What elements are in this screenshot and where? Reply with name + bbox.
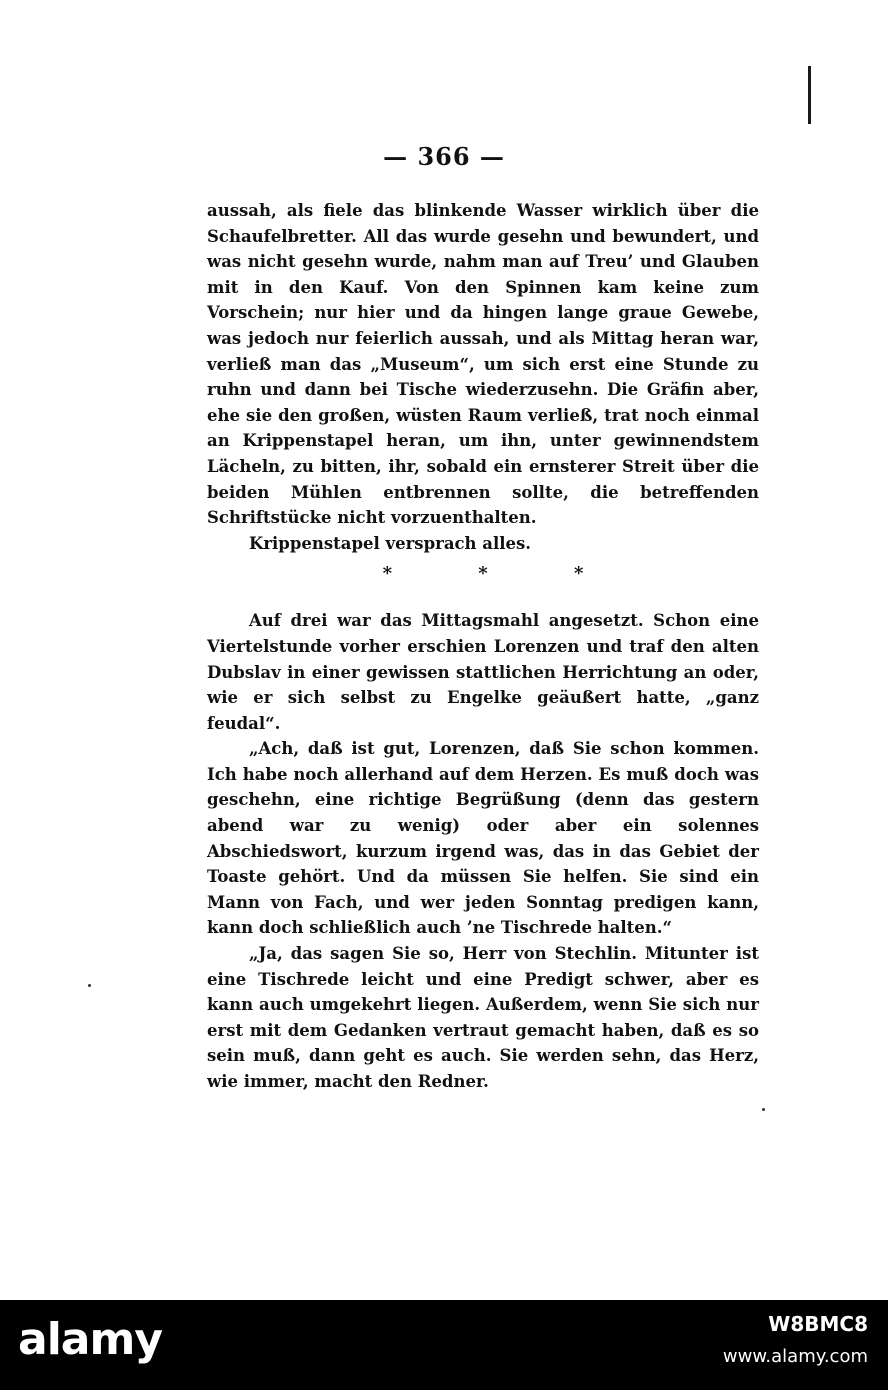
paragraph: Auf drei war das Mittagsmahl angesetzt. Schon eine Viertelstunde vorher erschien Lorenzen und traf den alten Dubslav in einer gewissen stattlichen Herrichtung an oder, wie er sich selbst zu Engelke geäußert hatte, „ganz feudal“. [207,611,759,733]
paragraph: aussah, als fiele das blinkende Wasser wirklich über die Schaufelbretter. All das wurde gesehn und bewundert, und was nicht gesehn wurde, nahm man auf Treu’ und Glauben mit in den Kauf. Von den Spinnen kam keine zum Vorschein; nur hier und da hingen lange graue Gewebe, was jedoch nur feierlich aussah, und als Mittag heran war, verließ man das „Museum“, um sich erst eine Stunde zu ruhn und dann bei Tische wiederzusehn. Die Gräfin aber, ehe sie den großen, wüsten Raum verließ, trat noch einmal an Krippenstapel heran, um ihn, unter gewinnendstem Lächeln, zu bitten, ihr, sobald ein ernsterer Streit über die beiden Mühlen entbrennen sollte, die betreffenden Schriftstücke nicht vorzuenthalten. [207,201,759,528]
print-speck [88,984,91,987]
image-id: W8BMC8 [768,1312,868,1336]
brand-logo: alamy [18,1314,162,1365]
page-number: — 366 — [383,142,505,171]
paragraph: Krippenstapel versprach alles. [249,533,532,553]
paragraph: „Ach, daß ist gut, Lorenzen, daß Sie schon kommen. Ich habe noch allerhand auf dem Herzen. Es muß doch was geschehn, eine richtige Begrüßung (denn das gestern abend war zu wenig) oder aber ein solennes Abschiedswort, kurzum irgend was, das in das Gebiet der Toaste gehört. Und da müssen Sie helfen. Sie sind ein Mann von Fach, und wer jeden Sonntag predigen kann, kann doch schließlich auch ’ne Tischrede halten.“ [207,739,759,938]
body-text [207,198,759,1095]
page-edge-mark [808,66,811,124]
paragraph: „Ja, das sagen Sie so, Herr von Stechlin. Mitunter ist eine Tischrede leicht und eine Predigt schwer, aber es kann auch umgekehrt liegen. Außerdem, wenn Sie sich nur erst mit dem Gedanken vertraut gemacht haben, daß es so sein muß, dann geht es auch. Sie werden sehn, das Herz, wie immer, macht den Redner. [207,944,759,1091]
site-url: www.alamy.com [722,1346,868,1367]
print-speck [762,1108,765,1111]
watermark-banner [0,1300,888,1390]
section-break: * * * [382,563,584,585]
